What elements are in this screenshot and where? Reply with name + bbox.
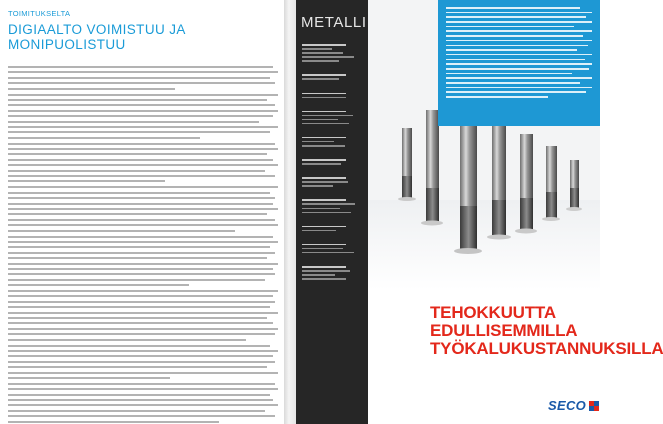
- masthead-line: [302, 115, 353, 117]
- body-text-line: [8, 110, 278, 112]
- body-text-line: [8, 153, 267, 155]
- masthead-line: [302, 97, 346, 99]
- ad-intro-line: [446, 45, 588, 47]
- body-text-line: [8, 306, 270, 308]
- masthead-line: [302, 278, 346, 280]
- ad-intro-line: [446, 87, 592, 89]
- masthead-line: [302, 48, 332, 50]
- masthead-section-heading: [302, 137, 346, 139]
- body-text-line: [8, 322, 273, 324]
- body-text-line: [8, 388, 278, 390]
- body-text-line: [8, 404, 278, 406]
- body-text-line: [8, 345, 270, 347]
- brand-name: SECO: [548, 398, 587, 413]
- body-text-line: [8, 279, 265, 281]
- body-text-line: [8, 131, 270, 133]
- body-text-line: [8, 268, 273, 270]
- body-text-line: [8, 399, 273, 401]
- article-headline: [8, 22, 268, 52]
- masthead-line: [302, 56, 354, 58]
- masthead-section-heading: [302, 93, 346, 95]
- ad-intro-line: [446, 12, 592, 14]
- body-text-line: [8, 66, 273, 68]
- ad-intro-line: [446, 21, 592, 23]
- body-text-line: [8, 284, 189, 286]
- body-text-line: [8, 246, 270, 248]
- body-text-line: [8, 94, 278, 96]
- masthead-section: [302, 159, 362, 167]
- masthead-section-heading: [302, 44, 346, 46]
- body-text-line: [8, 148, 278, 150]
- body-text-line: [8, 372, 278, 374]
- masthead-line: [302, 208, 340, 210]
- ad-intro-line: [446, 68, 589, 70]
- masthead-line: [302, 123, 349, 125]
- body-text-line: [8, 88, 175, 90]
- masthead-line: [302, 270, 350, 272]
- article-body: [8, 66, 278, 398]
- ad-intro-line: [446, 7, 580, 9]
- masthead-line: [302, 163, 341, 165]
- advertisement-page: [368, 0, 663, 424]
- ad-headline-line-2: EDULLISEMMILLA: [430, 321, 578, 340]
- body-text-line: [8, 159, 273, 161]
- body-text-line: [8, 224, 278, 226]
- masthead-line: [302, 181, 348, 183]
- body-text-line: [8, 208, 278, 210]
- ad-headline-line-1: TEHOKKUUTTA: [430, 303, 556, 322]
- seco-mark-icon: [589, 401, 599, 411]
- body-text-line: [8, 415, 275, 417]
- body-text-line: [8, 257, 267, 259]
- masthead-line: [302, 78, 339, 80]
- masthead-line: [302, 212, 351, 214]
- masthead-line: [302, 145, 345, 147]
- section-label: TOIMITUKSELTA: [8, 9, 71, 18]
- body-text-line: [8, 263, 278, 265]
- body-text-line: [8, 301, 275, 303]
- masthead-section: [302, 244, 362, 256]
- magazine-title: METALLI: [301, 14, 367, 31]
- ad-intro-line: [446, 30, 592, 32]
- body-text-line: [8, 273, 275, 275]
- body-text-line: [8, 115, 273, 117]
- masthead-section-heading: [302, 266, 346, 268]
- body-text-line: [8, 383, 275, 385]
- body-text-line: [8, 339, 246, 341]
- masthead-section-heading: [302, 111, 346, 113]
- ad-intro-line: [446, 63, 592, 65]
- ad-intro-box: [438, 0, 600, 126]
- body-text-line: [8, 410, 265, 412]
- body-text-line: [8, 121, 259, 123]
- masthead-section-heading: [302, 199, 346, 201]
- page-gutter: [284, 0, 296, 424]
- body-text-line: [8, 197, 275, 199]
- body-text-line: [8, 355, 273, 357]
- body-text-line: [8, 394, 270, 396]
- ad-intro-line: [446, 73, 572, 75]
- masthead-section: [302, 44, 362, 64]
- body-text-line: [8, 175, 275, 177]
- masthead-section-heading: [302, 74, 346, 76]
- body-text-line: [8, 77, 270, 79]
- body-text-line: [8, 290, 278, 292]
- body-text-line: [8, 180, 165, 182]
- body-text-line: [8, 241, 278, 243]
- masthead-section: [302, 93, 362, 101]
- editorial-page: [0, 0, 284, 424]
- body-text-line: [8, 333, 275, 335]
- ad-headline: [430, 303, 663, 358]
- body-text-line: [8, 219, 275, 221]
- body-text-line: [8, 361, 275, 363]
- seco-logo: [548, 398, 599, 413]
- masthead-line: [302, 141, 334, 143]
- headline-line-1: DIGIAALTO VOIMISTUU JA: [8, 22, 186, 37]
- ad-intro-line: [446, 59, 585, 61]
- masthead-section: [302, 111, 362, 127]
- masthead-section: [302, 177, 362, 189]
- masthead-column: [296, 0, 368, 424]
- ad-intro-line: [446, 35, 583, 37]
- ad-intro-text: [446, 7, 592, 98]
- body-text-line: [8, 213, 267, 215]
- masthead-section-heading: [302, 244, 346, 246]
- masthead-line: [302, 119, 338, 121]
- body-text-line: [8, 236, 273, 238]
- body-text-line: [8, 137, 200, 139]
- headline-line-2: MONIPUOLISTUU: [8, 37, 126, 52]
- ad-intro-line: [446, 16, 586, 18]
- body-text-line: [8, 377, 170, 379]
- masthead-line: [302, 252, 354, 254]
- masthead-section-heading: [302, 226, 346, 228]
- body-text-line: [8, 295, 273, 297]
- masthead-line: [302, 52, 343, 54]
- body-text-line: [8, 126, 278, 128]
- masthead-line: [302, 185, 333, 187]
- masthead-section-heading: [302, 159, 346, 161]
- body-text-line: [8, 192, 270, 194]
- body-text-line: [8, 328, 278, 330]
- body-text-line: [8, 82, 275, 84]
- body-text-line: [8, 71, 278, 73]
- ad-intro-line: [446, 77, 592, 79]
- ad-intro-line: [446, 54, 592, 56]
- body-text-line: [8, 366, 267, 368]
- body-text-line: [8, 186, 278, 188]
- body-text-line: [8, 104, 275, 106]
- body-text-line: [8, 164, 278, 166]
- body-text-line: [8, 350, 278, 352]
- body-text-line: [8, 230, 235, 232]
- ad-intro-line: [446, 40, 592, 42]
- ad-intro-line: [446, 26, 574, 28]
- masthead-line: [302, 248, 343, 250]
- ad-intro-line: [446, 91, 586, 93]
- body-text-line: [8, 317, 267, 319]
- masthead-section-heading: [302, 177, 346, 179]
- body-text-line: [8, 99, 267, 101]
- masthead-section: [302, 266, 362, 282]
- masthead-section: [302, 137, 362, 149]
- masthead-section: [302, 74, 362, 82]
- masthead-section: [302, 199, 362, 215]
- ad-intro-line: [446, 49, 577, 51]
- ad-headline-line-3: TYÖKALUKUSTANNUKSILLA: [430, 339, 663, 358]
- body-text-line: [8, 143, 275, 145]
- ad-intro-line: [446, 82, 580, 84]
- masthead-line: [302, 60, 339, 62]
- body-text-line: [8, 312, 278, 314]
- masthead-section: [302, 226, 362, 234]
- masthead-line: [302, 274, 335, 276]
- masthead-line: [302, 230, 336, 232]
- masthead-line: [302, 203, 355, 205]
- body-text-line: [8, 170, 265, 172]
- body-text-line: [8, 252, 275, 254]
- ad-intro-line: [446, 96, 548, 98]
- body-text-line: [8, 421, 219, 423]
- body-text-line: [8, 203, 273, 205]
